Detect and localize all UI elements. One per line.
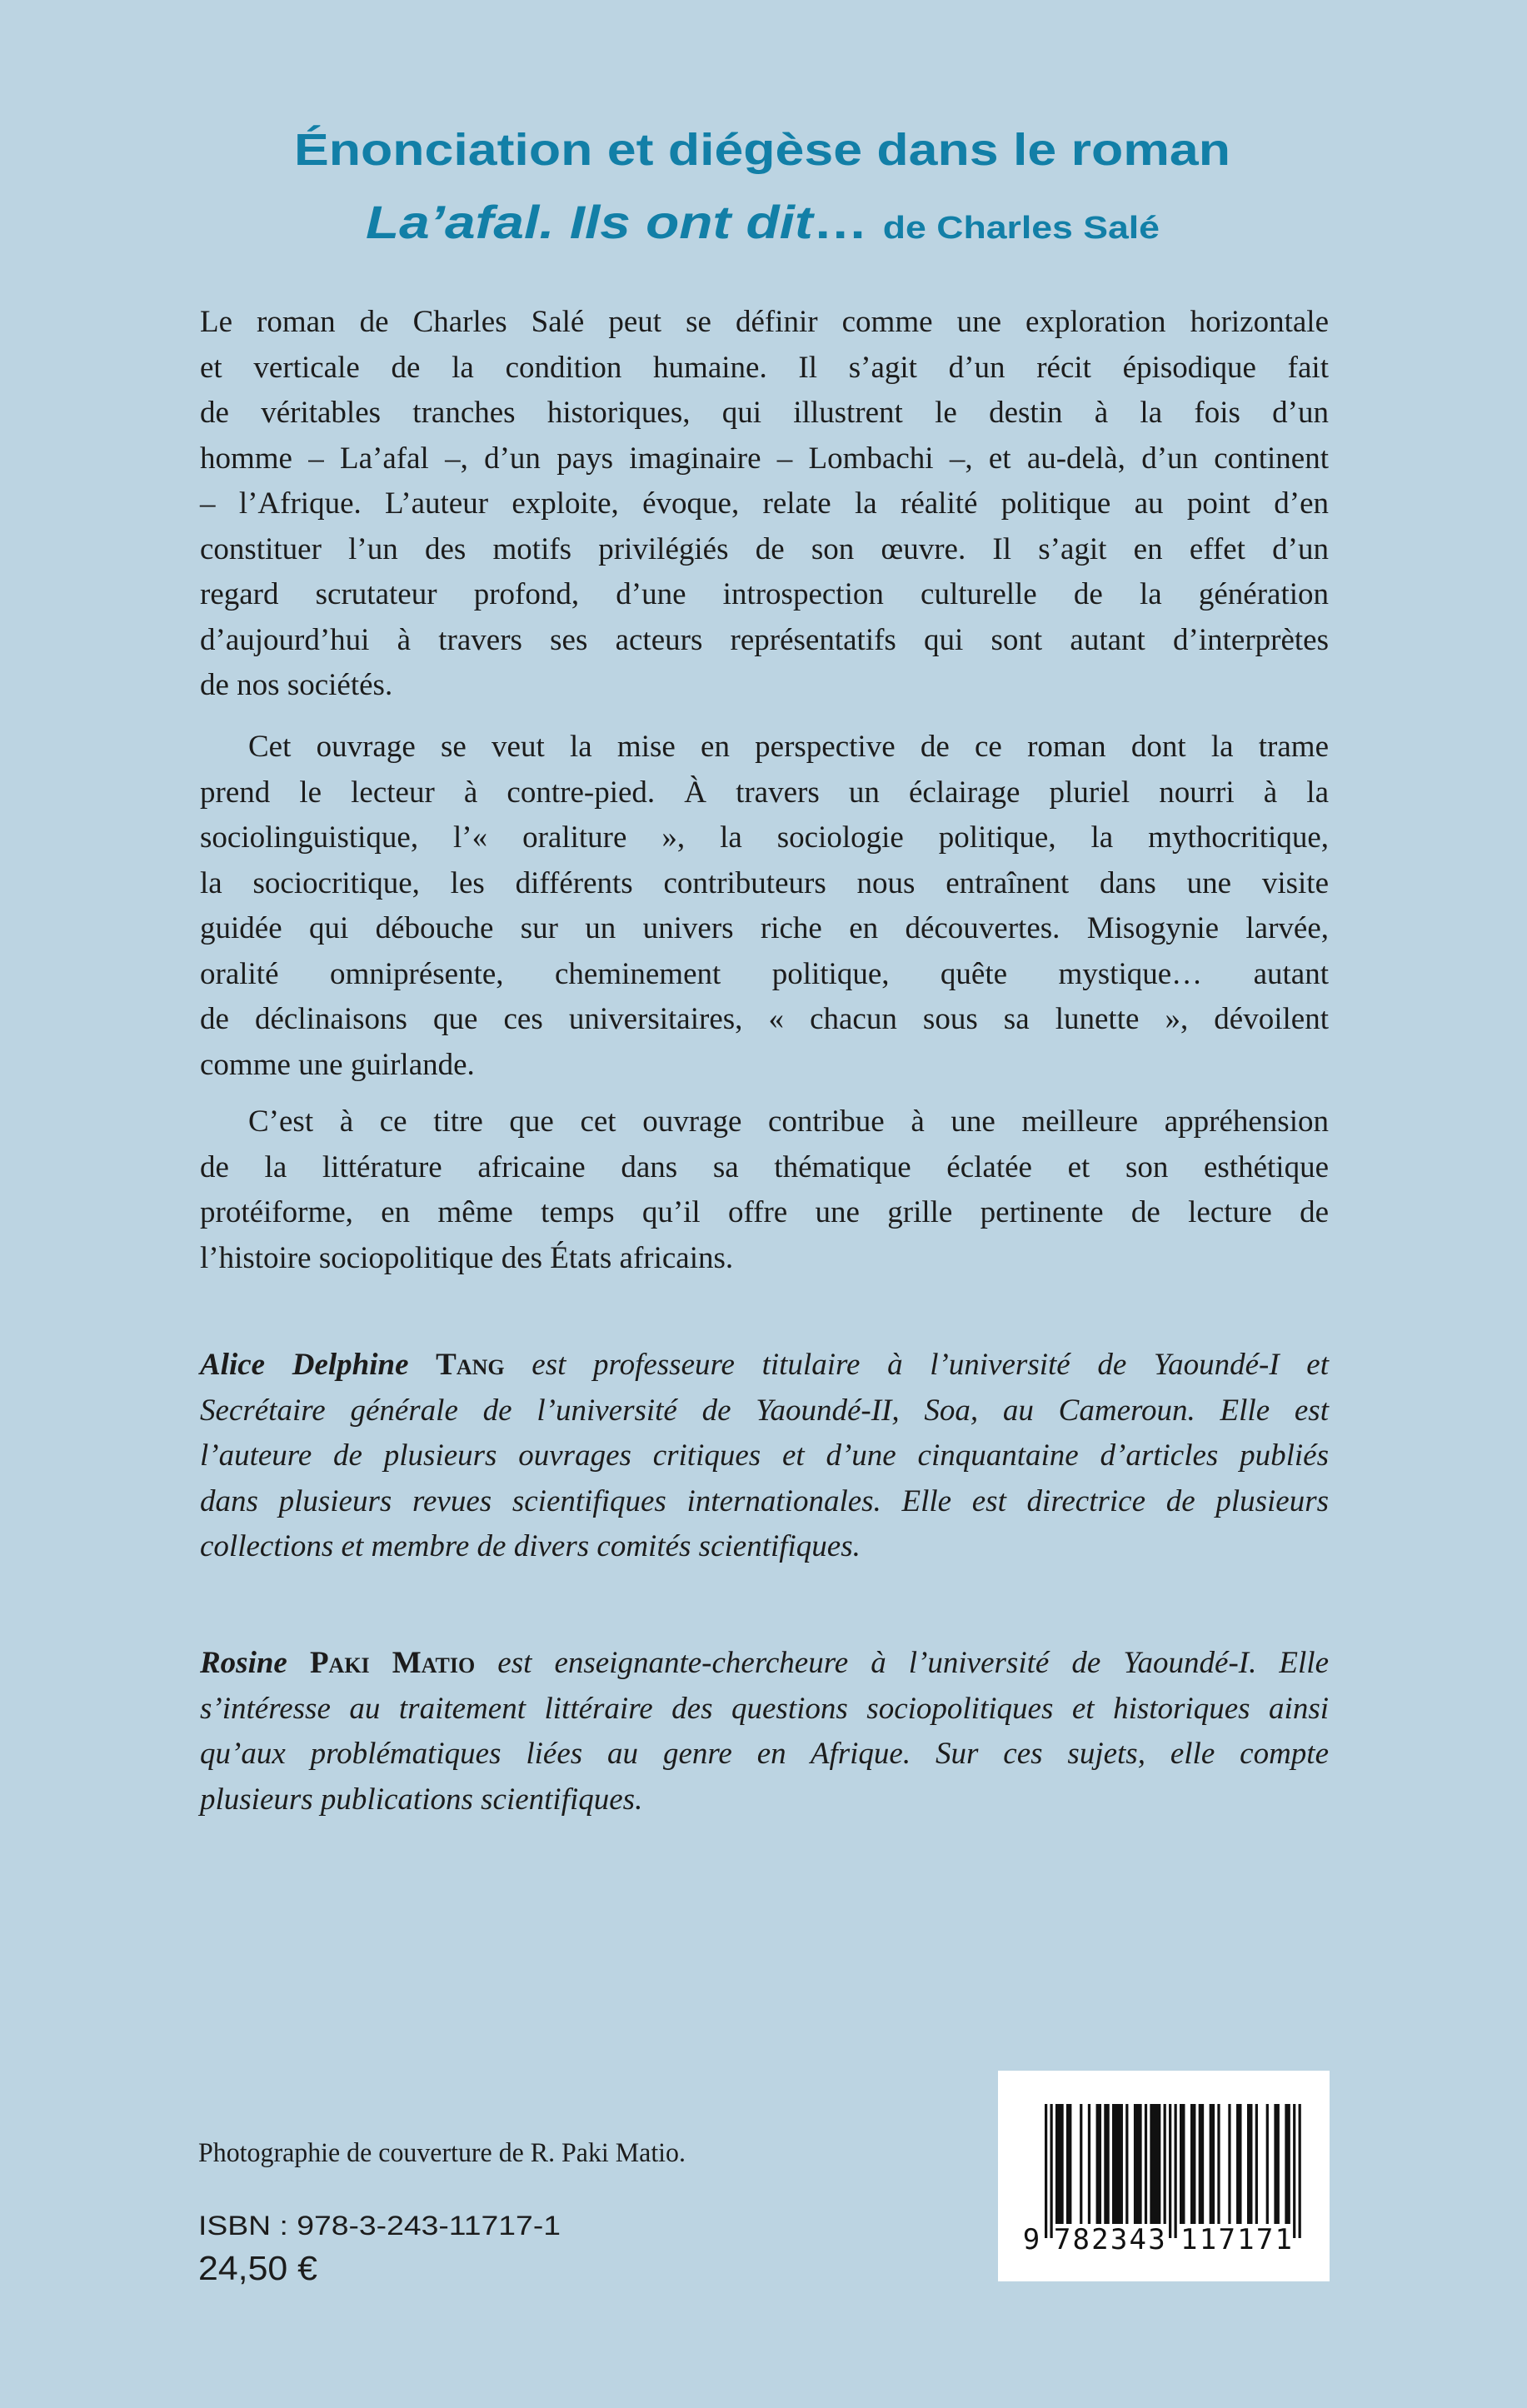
text-line: de déclinaisons que ces universitaires, « chacun sous sa lunette », dévoilent	[200, 1002, 1329, 1036]
text-line: dans plusieurs revues scientifiques internationales. Elle est directrice de plusieurs	[200, 1483, 1329, 1518]
text-line: la sociocritique, les différents contributeurs nous entraînent dans une visite	[200, 865, 1329, 900]
text-line: qu’aux problématiques liées au genre en Afrique. Sur ces sujets, elle compte	[200, 1737, 1329, 1771]
book-title: Énonciation et diégèse dans le roman	[294, 125, 1230, 175]
text-line: Le roman de Charles Salé peut se définir comme une exploration horizontale	[200, 305, 1329, 339]
barcode-bar	[1125, 2104, 1128, 2224]
bio-first-line	[200, 1343, 1329, 1388]
title-ellipsis: …	[812, 196, 868, 248]
isbn-text: ISBN : 978-3-243-11717-1	[198, 2211, 561, 2241]
summary-paragraph	[200, 300, 1329, 709]
text-line: de véritables tranches historiques, qui illustrent le destin à la fois d’un	[200, 396, 1329, 430]
author-family-name: Paki Matio	[309, 1646, 476, 1680]
barcode-bar	[1088, 2104, 1090, 2224]
summary-paragraph	[200, 1099, 1329, 1281]
novel-author: de Charles Salé	[882, 211, 1160, 246]
text-line: plusieurs publications scientifiques.	[200, 1782, 643, 1817]
barcode-bar	[1199, 2104, 1204, 2224]
text-line: l’histoire sociopolitique des États africains.	[200, 1240, 734, 1275]
summary-paragraph	[200, 725, 1329, 1088]
price	[198, 2251, 317, 2286]
barcode-bar	[1255, 2104, 1258, 2224]
barcode-bar	[1190, 2104, 1195, 2224]
barcode-guard-bar	[1293, 2104, 1295, 2238]
barcode-guard-bar	[1045, 2104, 1047, 2238]
isbn	[198, 2212, 561, 2239]
subtitle	[366, 196, 1160, 248]
barcode-bar	[1247, 2104, 1252, 2224]
barcode-bar	[1164, 2104, 1166, 2224]
author-bio	[200, 1343, 1329, 1570]
text-line: – l’Afrique. L’auteur exploite, évoque, relate la réalité politique au point d’en	[200, 486, 1329, 521]
text-line: Cet ouvrage se veut la mise en perspective de ce roman dont la trame	[248, 730, 1329, 764]
photo-credit	[198, 2140, 686, 2167]
barcode-bar	[1180, 2104, 1185, 2224]
text-line: comme une guirlande.	[200, 1047, 475, 1082]
text-line: collections et membre de divers comités scientifiques.	[200, 1529, 861, 1563]
barcode-bar	[1266, 2104, 1269, 2224]
text-line: de nos sociétés.	[200, 668, 393, 702]
text-line: C’est à ce titre que cet ouvrage contribue à une meilleure appréhension	[248, 1104, 1329, 1139]
title-line-2	[366, 196, 1160, 248]
photo-credit-text: Photographie de couverture de R. Paki Matio.	[198, 2138, 686, 2168]
text-line: prend le lecteur à contre-pied. À travers un éclairage pluriel nourri à la	[200, 775, 1329, 810]
barcode-bar	[1210, 2104, 1215, 2224]
text-line: oralité omniprésente, cheminement politique, quête mystique… autant	[200, 956, 1329, 991]
barcode-bar	[1145, 2104, 1147, 2224]
barcode-bar	[1274, 2104, 1279, 2224]
text-line: l’auteure de plusieurs ouvrages critiques et d’une cinquantaine d’articles publiés	[200, 1438, 1329, 1473]
text-line: sociolinguistique, l’« oraliture », la sociologie politique, la mythocritique,	[200, 820, 1329, 855]
barcode-digits: 9782343117171	[1022, 2223, 1292, 2256]
text-line: constituer l’un des motifs privilégiés de son œuvre. Il s’agit en effet d’un	[200, 531, 1329, 566]
text-line: Secrétaire générale de l’université de Yaoundé-II, Soa, au Cameroun. Elle est	[200, 1393, 1329, 1428]
barcode-guard-bar	[1175, 2104, 1177, 2238]
barcode-bar	[1104, 2104, 1109, 2224]
barcode-bar	[1150, 2104, 1160, 2224]
bio-first-line	[200, 1641, 1329, 1687]
author-given-name: Rosine	[200, 1646, 287, 1680]
text-line: s’intéresse au traitement littéraire des questions sociopolitiques et historiques ainsi	[200, 1691, 1329, 1726]
barcode-bar	[1285, 2104, 1290, 2224]
text-line: de la littérature africaine dans sa thématique éclatée et son esthétique	[200, 1149, 1329, 1184]
barcode-bar	[1055, 2104, 1064, 2224]
barcode-bar	[1080, 2104, 1082, 2224]
barcode-bar	[1096, 2104, 1101, 2224]
barcode-bar	[1112, 2104, 1123, 2224]
barcode-bar	[1217, 2104, 1220, 2224]
price-text: 24,50 €	[198, 2249, 317, 2287]
barcode-bar	[1228, 2104, 1230, 2224]
author-family-name: Tang	[436, 1348, 505, 1382]
barcode-bar	[1066, 2104, 1071, 2224]
barcode-guard-bar	[1299, 2104, 1301, 2238]
bio-text: est professeure titulaire à l’université de Yaoundé-I et	[531, 1348, 1330, 1382]
novel-title: La’afal. Ils ont dit	[366, 196, 813, 248]
title-line-1	[294, 125, 1230, 175]
bio-text: est enseignante-chercheure à l’université de Yaoundé-I. Elle	[497, 1646, 1330, 1680]
text-line: d’aujourd’hui à travers ses acteurs représentatifs qui sont autant d’interprètes	[200, 622, 1329, 657]
text-line: homme – La’afal –, d’un pays imaginaire – Lombachi –, et au-delà, d’un continent	[200, 441, 1329, 476]
text-line: protéiforme, en même temps qu’il offre une grille pertinente de lecture de	[200, 1195, 1329, 1229]
barcode-bar	[1134, 2104, 1142, 2224]
barcode	[998, 2071, 1330, 2281]
text-line: regard scrutateur profond, d’une introspection culturelle de la génération	[200, 577, 1329, 611]
text-line: guidée qui débouche sur un univers riche en découvertes. Misogynie larvée,	[200, 911, 1329, 945]
barcode-bar	[1236, 2104, 1241, 2224]
author-bio	[200, 1641, 1329, 1822]
text-line: et verticale de la condition humaine. Il s’agit d’un récit épisodique fait	[200, 350, 1329, 385]
barcode-guard-bar	[1050, 2104, 1052, 2238]
barcode-guard-bar	[1169, 2104, 1171, 2238]
author-given-name: Alice Delphine	[200, 1348, 409, 1382]
